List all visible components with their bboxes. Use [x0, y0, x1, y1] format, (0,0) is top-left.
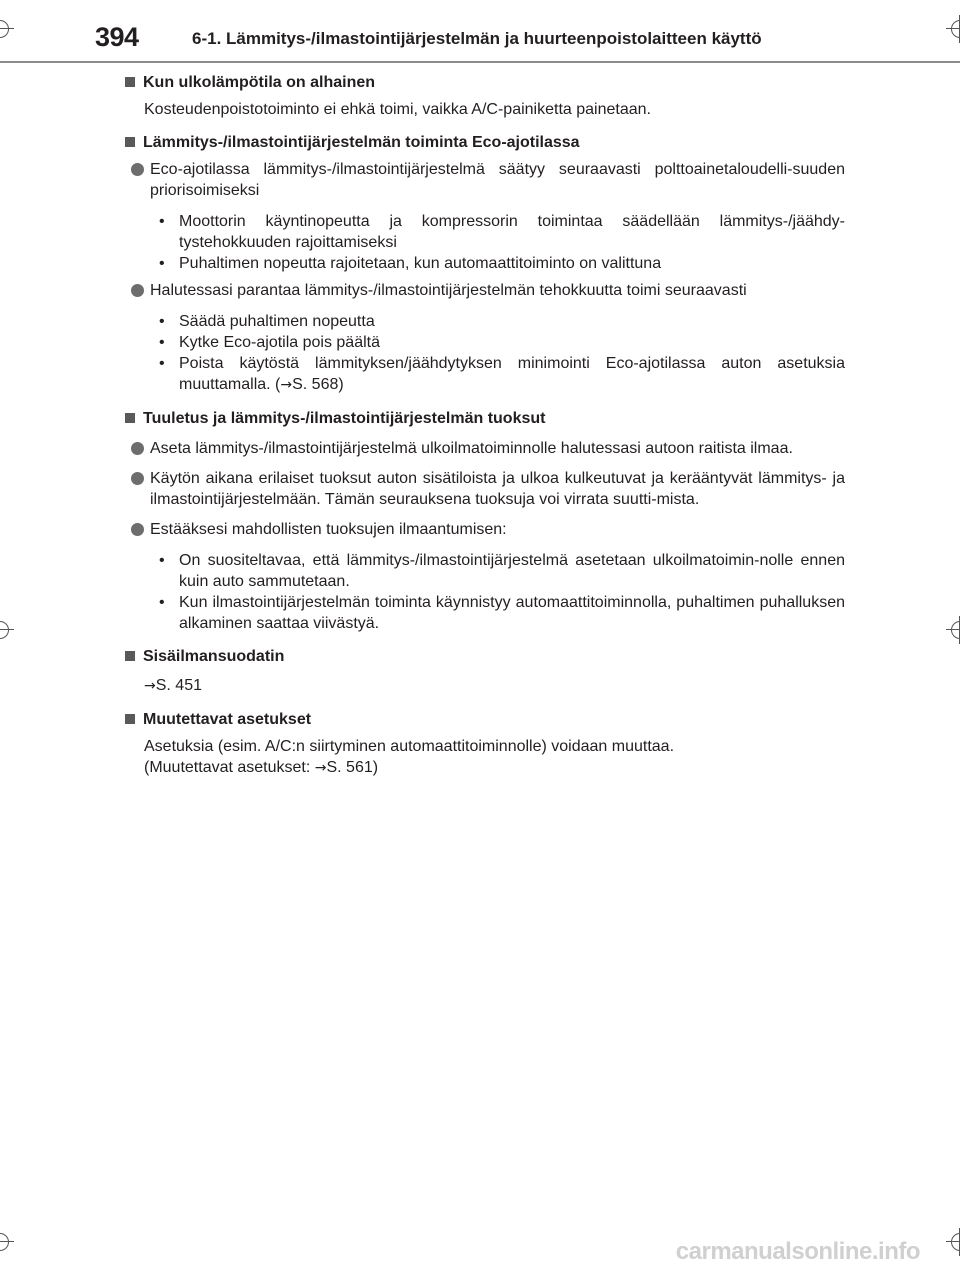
square-bullet-icon: [125, 413, 135, 423]
page-header: [95, 20, 935, 60]
arrow-icon: →: [144, 678, 156, 694]
sub-list: [125, 211, 845, 274]
sub-list-item: • Moottorin käyntinopeutta ja kompressorin toimintaa säädellään lämmitys-/jäähdy-tystehokkuuden rajoittamiseksi: [159, 213, 845, 251]
arrow-icon: →: [314, 760, 327, 776]
section-title: Muutettavat asetukset: [143, 711, 312, 728]
section-title: Tuuletus ja lämmitys-/ilmastointijärjestelmän tuoksut: [143, 410, 546, 427]
section-heading: [125, 408, 845, 429]
list-item: [125, 159, 845, 201]
round-bullet-icon: [131, 442, 144, 455]
registration-mark-icon: [0, 616, 14, 644]
bullet-text: Eco-ajotilassa lämmitys-/ilmastointijärjestelmä säätyy seuraavasti polttoainetaloudelli-suuden priorisoimiseksi: [150, 161, 845, 199]
page-reference-link[interactable]: S. 568): [292, 376, 344, 393]
round-bullet-icon: [131, 284, 144, 297]
section-heading: [125, 709, 845, 730]
list-item: [125, 438, 845, 459]
list-item: [125, 519, 845, 540]
registration-mark-icon: [0, 1228, 14, 1256]
sub-list-item: • Kytke Eco-ajotila pois päältä: [159, 334, 380, 351]
square-bullet-icon: [125, 714, 135, 724]
round-bullet-icon: [131, 523, 144, 536]
section-text: Asetuksia (esim. A/C:n siirtyminen automaattitoiminnolle) voidaan muuttaa. (Muutettavat asetukset: →S. 561): [144, 738, 675, 776]
bullet-text: Aseta lämmitys-/ilmastointijärjestelmä ulkoilmatoiminnolle halutessasi autoon raitista ilmaa.: [150, 440, 793, 457]
page-reference-link[interactable]: S. 561): [326, 759, 379, 776]
registration-mark-icon: [0, 15, 14, 43]
section-title: Lämmitys-/ilmastointijärjestelmän toiminta Eco-ajotilassa: [143, 134, 580, 151]
square-bullet-icon: [125, 137, 135, 147]
square-bullet-icon: [125, 651, 135, 661]
watermark: carmanualsonline.info: [675, 1238, 920, 1265]
header-rule: [0, 61, 960, 63]
section-title: Sisäilmansuodatin: [143, 648, 285, 665]
list-item: [125, 468, 845, 510]
section-heading: [125, 132, 845, 153]
registration-mark-icon: [946, 616, 960, 644]
chapter-title: 6-1. Lämmitys-/ilmastointijärjestelmän ja huurteenpoistolaitteen käyttö: [192, 29, 762, 48]
registration-mark-icon: [946, 15, 960, 43]
section-heading: [125, 72, 845, 93]
sub-list-item: • Poista käytöstä lämmityksen/jäähdytyksen minimointi Eco-ajotilassa auton asetuksia muuttamalla. (→S. 568): [159, 355, 845, 393]
round-bullet-icon: [131, 472, 144, 485]
sub-list-item: • On suositeltavaa, että lämmitys-/ilmastointijärjestelmä asetetaan ulkoilmatoimin-nolle ennen kuin auto sammutetaan.: [159, 552, 845, 590]
page-reference-link[interactable]: S. 451: [155, 677, 202, 694]
square-bullet-icon: [125, 77, 135, 87]
page-number: 394: [95, 22, 139, 52]
page-content: [125, 72, 845, 779]
sub-list-item: • Kun ilmastointijärjestelmän toiminta käynnistyy automaattitoiminnolla, puhaltimen puhalluksen alkaminen saattaa viivästyä.: [159, 594, 845, 632]
section-title: Kun ulkolämpötila on alhainen: [143, 74, 376, 91]
sub-list: [125, 550, 845, 634]
registration-mark-icon: [946, 1228, 960, 1256]
bullet-text: Estääksesi mahdollisten tuoksujen ilmaantumisen:: [150, 521, 507, 538]
sub-list-item: • Säädä puhaltimen nopeutta: [159, 313, 375, 330]
bullet-text: Halutessasi parantaa lämmitys-/ilmastointijärjestelmän tehokkuutta toimi seuraavasti: [150, 282, 747, 299]
bullet-text: Käytön aikana erilaiset tuoksut auton sisätiloista ja ulkoa kulkeutuvat ja kerääntyvät lämmitys- ja ilmastointijärjestelmään. Tämän seurauksena tuoksuja voi virrata suutti-mista.: [150, 470, 845, 508]
sub-list-item: • Puhaltimen nopeutta rajoitetaan, kun automaattitoiminto on valittuna: [159, 255, 662, 272]
arrow-icon: →: [280, 377, 293, 393]
section-text: Kosteudenpoistotoiminto ei ehkä toimi, vaikka A/C-painiketta painetaan.: [144, 101, 651, 118]
list-item: [125, 280, 845, 301]
section-heading: [125, 646, 845, 667]
round-bullet-icon: [131, 163, 144, 176]
sub-list: [125, 311, 845, 396]
section-text: [144, 675, 845, 697]
